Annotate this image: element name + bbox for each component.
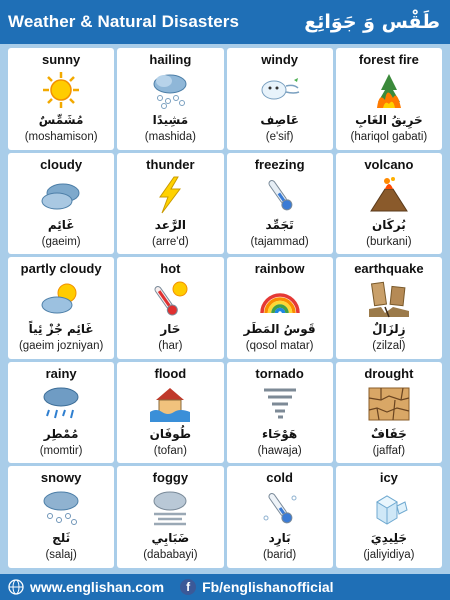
snow-cloud-icon xyxy=(39,488,83,528)
card-volcano xyxy=(336,153,442,255)
fog-icon xyxy=(148,488,192,528)
word-transliteration: (momtir) xyxy=(39,444,83,457)
word-arabic: مَشِيدًا xyxy=(152,113,189,127)
facebook-link[interactable]: Fb/englishanofficial xyxy=(202,579,334,595)
forest-fire-icon xyxy=(367,70,411,110)
word-english: foggy xyxy=(152,470,189,486)
word-english: cloudy xyxy=(40,156,83,172)
word-english: forest fire xyxy=(358,52,419,67)
wind-icon xyxy=(258,70,302,110)
word-english: partly cloudy xyxy=(20,261,102,277)
title-english: Weather & Natural Disasters xyxy=(8,12,240,31)
card-rainy xyxy=(8,362,114,464)
rain-cloud-icon xyxy=(39,384,83,424)
volcano-icon xyxy=(367,175,411,215)
earthquake-icon xyxy=(367,279,411,319)
card-drought xyxy=(336,362,442,464)
word-english: cold xyxy=(266,470,293,486)
word-arabic: عَاصِف xyxy=(260,113,299,127)
word-arabic: جَلِيدِيَ xyxy=(370,531,408,546)
word-arabic: قَوسُ المَطَر xyxy=(243,322,316,337)
card-rainbow xyxy=(227,257,333,359)
word-arabic: غَائِم xyxy=(47,217,75,232)
word-arabic: بُركَان xyxy=(372,217,406,232)
card-sunny xyxy=(8,48,114,150)
card-hot xyxy=(117,257,223,359)
word-transliteration: (salaj) xyxy=(45,549,77,562)
sun-icon xyxy=(39,70,83,110)
word-transliteration: (har) xyxy=(158,340,183,353)
card-earthquake xyxy=(336,257,442,359)
word-transliteration: (hariqol gabati) xyxy=(350,131,428,143)
cloud-icon xyxy=(39,175,83,215)
word-transliteration: (tofan) xyxy=(153,444,187,457)
word-english: drought xyxy=(364,365,414,381)
drought-icon xyxy=(367,384,411,424)
word-arabic: غَائِم جُزْ ئِياً xyxy=(28,322,94,337)
facebook-icon: f xyxy=(180,579,196,595)
word-english: hot xyxy=(160,261,181,277)
lightning-icon xyxy=(148,175,192,215)
thermometer-cold-icon xyxy=(258,175,302,215)
cold-thermometer-icon xyxy=(258,488,302,528)
word-transliteration: (jaliyidiya) xyxy=(363,549,415,562)
word-arabic: مُمْطِر xyxy=(43,426,79,441)
word-transliteration: (e'sif) xyxy=(265,131,294,143)
word-english: snowy xyxy=(40,470,82,486)
word-transliteration: (gaeim jozniyan) xyxy=(18,340,104,353)
card-flood xyxy=(117,362,223,464)
flood-icon xyxy=(148,384,192,424)
card-tornado xyxy=(227,362,333,464)
word-arabic: تَجَمِّد xyxy=(265,217,294,232)
card-partly-cloudy xyxy=(8,257,114,359)
word-english: freezing xyxy=(254,156,305,172)
word-transliteration: (arre'd) xyxy=(152,235,189,248)
word-arabic: طُوفَان xyxy=(149,426,192,441)
card-icy xyxy=(336,466,442,568)
thermometer-hot-icon xyxy=(148,279,192,319)
word-arabic: حَار xyxy=(160,322,181,337)
word-transliteration: (qosol matar) xyxy=(245,340,314,353)
word-arabic: زِلزَالٌ xyxy=(372,322,406,337)
word-arabic: جَفَافٌ xyxy=(371,426,407,441)
card-forest-fire xyxy=(336,48,442,150)
word-transliteration: (burkani) xyxy=(366,235,412,248)
word-english: rainy xyxy=(45,365,77,381)
word-english: thunder xyxy=(146,156,195,172)
footer-bar xyxy=(0,574,450,600)
hail-icon xyxy=(148,70,192,110)
word-arabic: حَرِيقُ الغَابِ xyxy=(355,113,423,127)
header-bar xyxy=(0,0,450,44)
word-english: hailing xyxy=(149,52,192,67)
card-cloudy xyxy=(8,153,114,255)
word-transliteration: (hawaja) xyxy=(257,444,302,457)
word-transliteration: (dababayi) xyxy=(143,549,198,562)
card-thunder xyxy=(117,153,223,255)
card-freezing xyxy=(227,153,333,255)
word-arabic: بَارِد xyxy=(268,531,291,546)
title-arabic: طَقْس وَ جَوَائِع xyxy=(304,11,440,33)
tornado-icon xyxy=(258,384,302,424)
vocabulary-grid xyxy=(8,48,442,568)
word-english: icy xyxy=(379,470,398,486)
word-transliteration: (jaffaf) xyxy=(372,444,406,457)
word-arabic: ضَبَابِي xyxy=(151,531,190,546)
word-english: rainbow xyxy=(254,261,305,277)
word-transliteration: (moshamison) xyxy=(24,131,98,143)
word-transliteration: (gaeim) xyxy=(41,235,81,248)
rainbow-icon xyxy=(258,279,302,319)
word-transliteration: (tajammad) xyxy=(250,235,309,248)
word-arabic: الرَّعد xyxy=(154,217,186,232)
word-arabic: هَوْجَاء xyxy=(262,426,298,441)
card-snowy xyxy=(8,466,114,568)
word-arabic: ثَلج xyxy=(52,531,71,546)
word-transliteration: (barid) xyxy=(263,549,297,562)
word-english: windy xyxy=(261,52,299,67)
card-hailing xyxy=(117,48,223,150)
card-windy xyxy=(227,48,333,150)
word-english: volcano xyxy=(364,156,414,172)
globe-icon xyxy=(8,579,24,595)
word-english: flood xyxy=(154,365,187,381)
card-cold xyxy=(227,466,333,568)
ice-icon xyxy=(367,488,411,528)
word-arabic: مُشَمِّسٌ xyxy=(38,113,84,127)
word-english: earthquake xyxy=(354,261,424,277)
partly-cloudy-icon xyxy=(39,279,83,319)
website-link[interactable]: www.englishan.com xyxy=(30,579,165,595)
word-english: tornado xyxy=(255,365,304,381)
card-foggy xyxy=(117,466,223,568)
word-transliteration: (zilzal) xyxy=(372,340,406,353)
word-english: sunny xyxy=(41,52,81,67)
word-transliteration: (mashida) xyxy=(144,131,196,143)
